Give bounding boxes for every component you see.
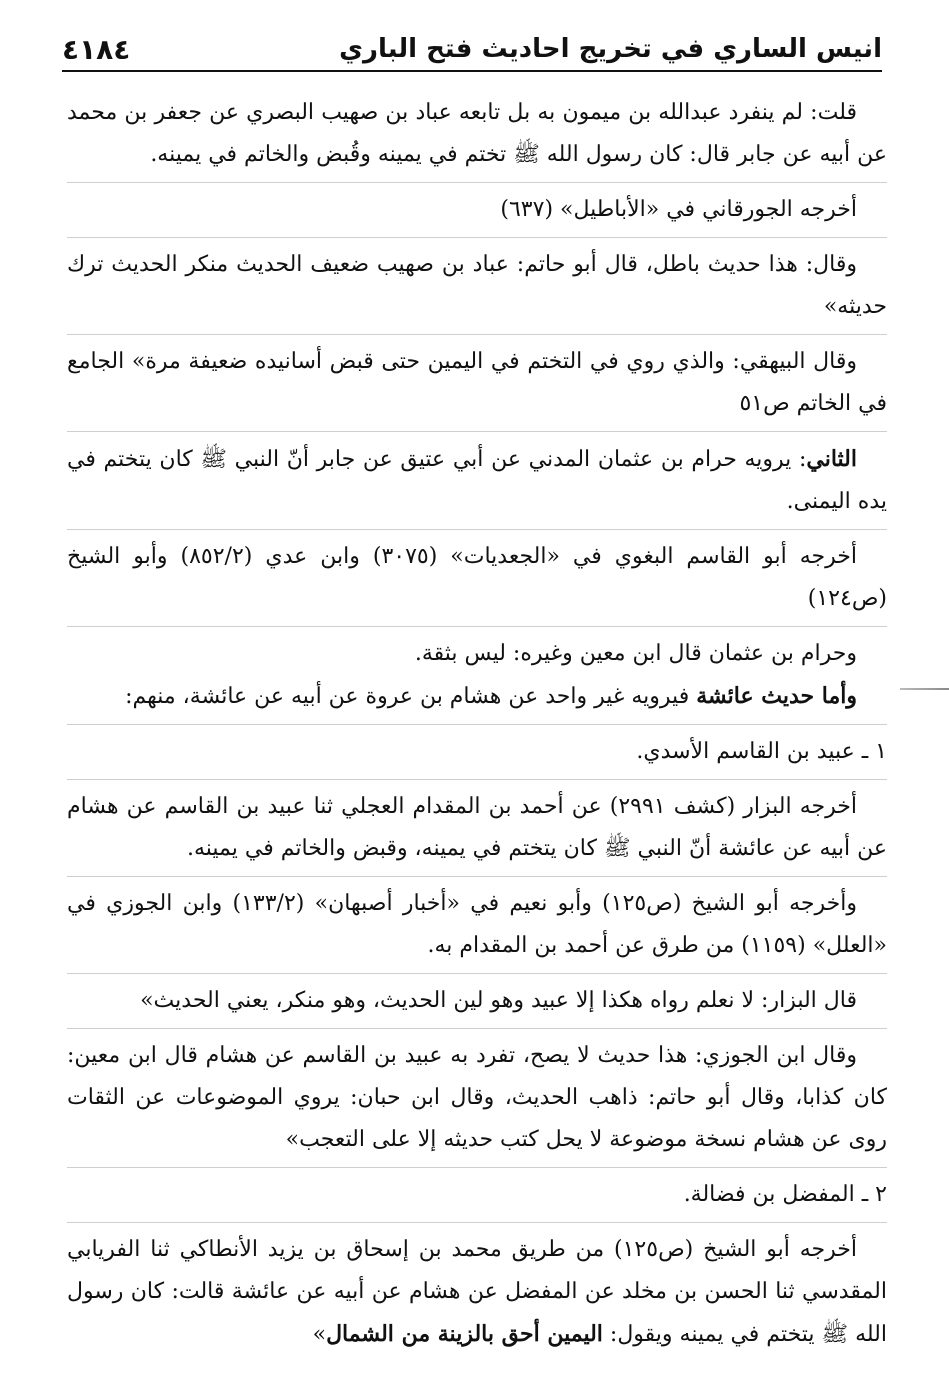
paragraph-1: قلت: لم ينفرد عبدالله بن ميمون به بل تابعه عباد بن صهيب البصري عن جعفر بن محمد عن أبيه عن جابر قال: كان رسول الله ﷺ تختم في يمينه وقُبض والخاتم في يمينه. <box>67 92 887 183</box>
paragraph-5 <box>67 438 887 530</box>
paragraph-4: وقال البيهقي: والذي روي في التختم في اليمين حتى قبض أسانيده ضعيفة مرة» الجامع في الخاتم ص٥١ <box>67 341 887 432</box>
margin-scan-mark <box>900 688 949 690</box>
paragraph-15-end: » <box>312 1322 327 1347</box>
running-title: انيس الساري في تخريج احاديث فتح الباري <box>339 34 882 64</box>
paragraph-5-text: : يرويه حرام بن عثمان المدني عن أبي عتيق عن جابر أنّ النبي ﷺ كان يتختم في يده اليمنى. <box>67 447 887 514</box>
paragraph-15-text: أخرجه أبو الشيخ (ص١٢٥) من طريق محمد بن إسحاق بن يزيد الأنطاكي ثنا الفريابي المقدسي ثنا الحسن بن مخلد عن المفضل عن هشام عن أبيه عن عائشة قالت: كان رسول الله ﷺ يتختم في يمينه ويقول: <box>67 1237 887 1347</box>
page-number: ٤١٨٤ <box>62 33 131 66</box>
paragraph-5-heading: الثاني <box>806 446 857 472</box>
page-header <box>62 30 882 72</box>
paragraph-12: قال البزار: لا نعلم رواه هكذا إلا عبيد وهو لين الحديث، وهو منكر، يعني الحديث» <box>67 980 887 1029</box>
paragraph-3: وقال: هذا حديث باطل، قال أبو حاتم: عباد بن صهيب ضعيف الحديث منكر الحديث ترك حديثه» <box>67 244 887 335</box>
page-body <box>67 92 887 1368</box>
paragraph-9: ١ ـ عبيد بن القاسم الأسدي. <box>67 731 887 780</box>
paragraph-11: وأخرجه أبو الشيخ (ص١٢٥) وأبو نعيم في «أخبار أصبهان» (١٣٣/٢) وابن الجوزي في «العلل» (١١٥٩) من طرق عن أحمد بن المقدام به. <box>67 883 887 974</box>
paragraph-6: أخرجه أبو القاسم البغوي في «الجعديات» (٣٠٧٥) وابن عدي (٨٥٢/٢) وأبو الشيخ (ص١٢٤) <box>67 536 887 627</box>
paragraph-8 <box>67 675 887 725</box>
paragraph-15 <box>67 1229 887 1362</box>
paragraph-10: أخرجه البزار (كشف ٢٩٩١) عن أحمد بن المقدام العجلي ثنا عبيد بن القاسم عن هشام عن أبيه عن عائشة أنّ النبي ﷺ كان يتختم في يمينه، وقبض والخاتم في يمينه. <box>67 786 887 877</box>
paragraph-8-heading: وأما حديث عائشة <box>696 683 857 709</box>
paragraph-14: ٢ ـ المفضل بن فضالة. <box>67 1174 887 1223</box>
paragraph-7: وحرام بن عثمان قال ابن معين وغيره: ليس بثقة. <box>414 641 857 666</box>
paragraph-13: وقال ابن الجوزي: هذا حديث لا يصح، تفرد به عبيد بن القاسم عن هشام قال ابن معين: كان كذابا، وقال أبو حاتم: ذاهب الحديث، وقال ابن حبان: يروي الموضوعات عن الثقات روى عن هشام نسخة موضوعة لا يحل كتب حديثه إلا على التعجب» <box>67 1035 887 1168</box>
paragraph-8-text: فيرويه غير واحد عن هشام بن عروة عن أبيه عن عائشة، منهم: <box>125 684 697 709</box>
paragraph-2: أخرجه الجورقاني في «الأباطيل» (٦٣٧) <box>67 189 887 238</box>
paragraph-15-quote: اليمين أحق بالزينة من الشمال <box>326 1321 603 1347</box>
